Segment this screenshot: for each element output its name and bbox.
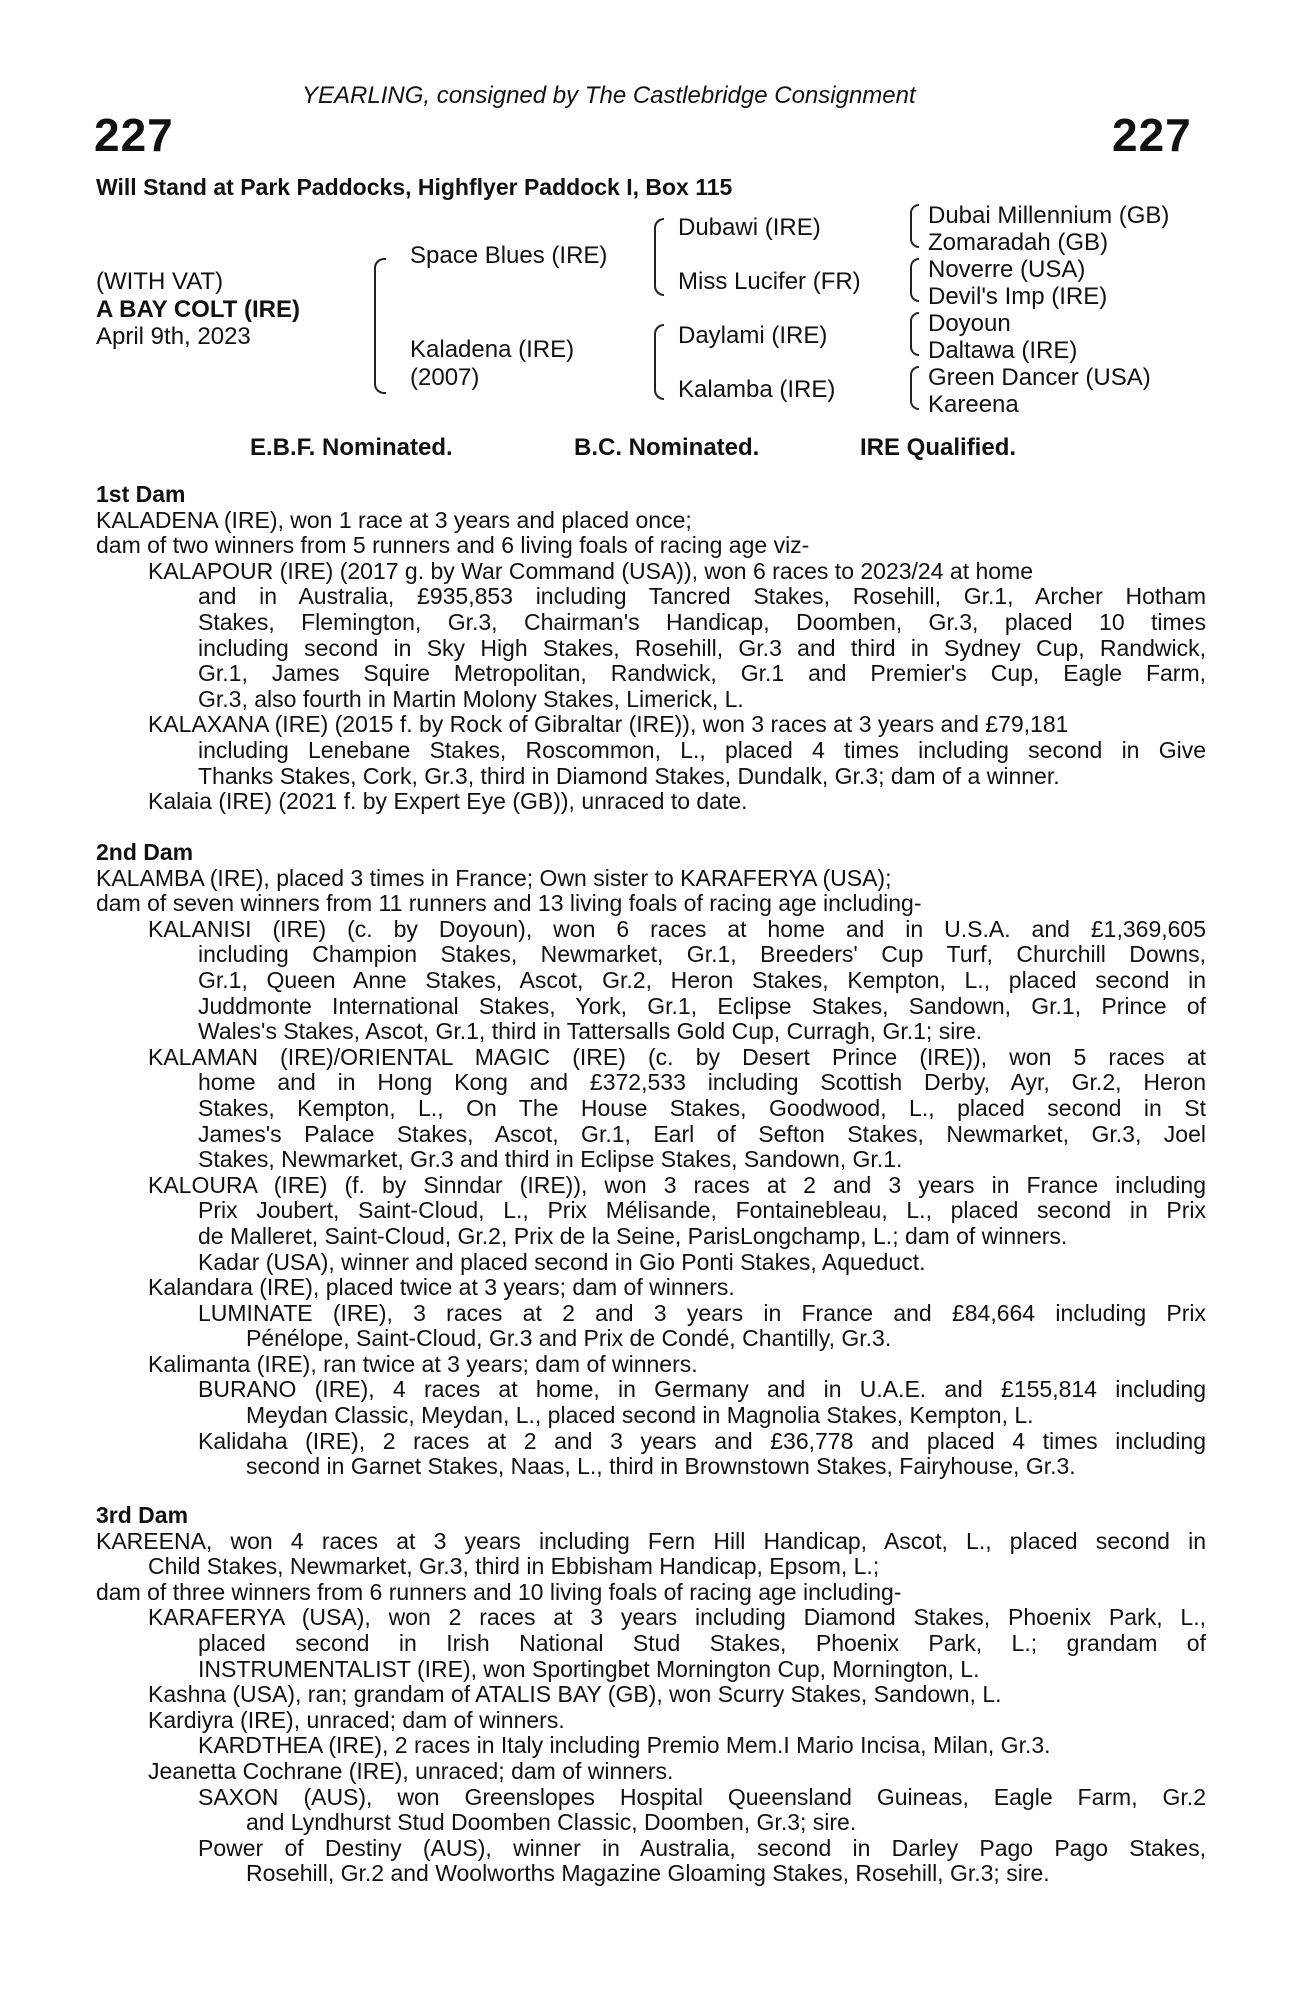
produce-entry-line: and Lyndhurst Stud Doomben Classic, Doomben, Gr.3; sire. (246, 1809, 857, 1836)
produce-entry-line: second in Garnet Stakes, Naas, L., third in Brownstown Stakes, Fairyhouse, Gr.3. (246, 1453, 1076, 1480)
produce-entry-line: including Champion Stakes, Newmarket, Gr.1, Breeders' Cup Turf, Churchill Downs, (198, 941, 1206, 968)
produce-entry-line: Stakes, Flemington, Gr.3, Chairman's Handicap, Doomben, Gr.3, placed 10 times (198, 608, 1206, 635)
dam-brace (654, 324, 664, 400)
produce-entry-line: Wales's Stakes, Ascot, Gr.1, third in Tattersalls Gold Cup, Curragh, Gr.1; sire. (198, 1018, 983, 1045)
dam-produce-summary: dam of seven winners from 11 runners and 13 living foals of racing age including- (96, 890, 922, 917)
produce-entry-line: Kashna (USA), ran; grandam of ATALIS BAY (GB), won Scurry Stakes, Sandown, L. (148, 1681, 1002, 1708)
produce-entry-line: Meydan Classic, Meydan, L., placed second in Magnolia Stakes, Kempton, L. (246, 1402, 1034, 1429)
dam: Kaladena (IRE) (410, 336, 575, 363)
produce-entry-line: LUMINATE (IRE), 3 races at 2 and 3 years in France and £84,664 including Prix (198, 1299, 1206, 1326)
vat-label: (WITH VAT) (96, 268, 224, 295)
second-dam-section (96, 840, 1206, 1480)
ire-qualified: IRE Qualified. (860, 434, 1017, 461)
produce-entry-line: SAXON (AUS), won Greenslopes Hospital Queensland Guineas, Eagle Farm, Gr.2 (198, 1783, 1206, 1810)
dam-summary: KALADENA (IRE), won 1 race at 3 years and placed once; (96, 506, 692, 533)
produce-entry-line: placed second in Irish National Stud Stakes, Phoenix Park, L.; grandam of (198, 1629, 1206, 1656)
dam-summary: KAREENA, won 4 races at 3 years including Fern Hill Handicap, Ascot, L., placed second in (96, 1527, 1206, 1554)
produce-entry-line: Juddmonte International Stakes, York, Gr.1, Eclipse Stakes, Sandown, Gr.1, Prince of (198, 992, 1206, 1019)
foaling-date: April 9th, 2023 (96, 323, 251, 350)
produce-entry-line: Kardiyra (IRE), unraced; dam of winners. (148, 1706, 565, 1733)
produce-entry-line: Kalidaha (IRE), 2 races at 2 and 3 years and £36,778 and placed 4 times including (198, 1427, 1206, 1454)
produce-entry-line: James's Palace Stakes, Ascot, Gr.1, Earl of Sefton Stakes, Newmarket, Gr.3, Joel (198, 1120, 1206, 1147)
produce-entry-line: de Malleret, Saint-Cloud, Gr.2, Prix de la Seine, ParisLongchamp, L.; dam of winners. (198, 1222, 1068, 1249)
sire-dam: Miss Lucifer (FR) (678, 268, 861, 295)
produce-entry-line: Prix Joubert, Saint-Cloud, L., Prix Mélisande, Fontainebleau, L., placed second in Prix (198, 1197, 1206, 1224)
third-dam-section (96, 1503, 1206, 1887)
sire: Space Blues (IRE) (410, 242, 608, 269)
produce-entry-line: Thanks Stakes, Cork, Gr.3, third in Diamond Stakes, Dundalk, Gr.3; dam of a winner. (198, 762, 1060, 789)
produce-entry-line: KALAMAN (IRE)/ORIENTAL MAGIC (IRE) (c. by Desert Prince (IRE)), won 5 races at (148, 1043, 1206, 1070)
produce-entry-line: Gr.1, Queen Anne Stakes, Ascot, Gr.2, Heron Stakes, Kempton, L., placed second in (198, 966, 1206, 993)
produce-entry-line: INSTRUMENTALIST (IRE), won Sportingbet Mornington Cup, Mornington, L. (198, 1655, 980, 1682)
dam-produce-summary: dam of three winners from 6 runners and 10 living foals of racing age including- (96, 1578, 902, 1605)
great-grandsire-3: Doyoun (928, 310, 1011, 337)
g-brace-2 (910, 258, 919, 302)
great-granddam-2: Devil's Imp (IRE) (928, 283, 1108, 310)
great-grandsire-2: Noverre (USA) (928, 256, 1086, 283)
great-grandsire-1: Dubai Millennium (GB) (928, 202, 1170, 229)
great-granddam-1: Zomaradah (GB) (928, 229, 1109, 256)
produce-entry-line: Kalandara (IRE), placed twice at 3 years; dam of winners. (148, 1274, 735, 1301)
g-brace-3 (910, 312, 919, 356)
produce-entry-line: KALOURA (IRE) (f. by Sinndar (IRE)), won 3 races at 2 and 3 years in France including (148, 1171, 1206, 1198)
produce-entry-line: Kadar (USA), winner and placed second in Gio Ponti Stakes, Aqueduct. (198, 1248, 926, 1275)
third-dam-heading: 3rd Dam (96, 1502, 189, 1528)
great-grandsire-4: Green Dancer (USA) (928, 364, 1151, 391)
first-dam-section (96, 482, 1206, 815)
ebf-nomination: E.B.F. Nominated. (250, 434, 453, 461)
dam-sire: Daylami (IRE) (678, 322, 828, 349)
produce-entry-line: KARDTHEA (IRE), 2 races in Italy including Premio Mem.I Mario Incisa, Milan, Gr.3. (198, 1732, 1051, 1759)
dam-produce-summary: dam of two winners from 5 runners and 6 living foals of racing age viz- (96, 532, 810, 559)
lot-title: A BAY COLT (IRE) (96, 296, 301, 323)
produce-entry-line: BURANO (IRE), 4 races at home, in Germany and in U.A.E. and £155,814 including (198, 1376, 1206, 1403)
produce-entry-line: Kalaia (IRE) (2021 f. by Expert Eye (GB)), unraced to date. (148, 788, 748, 815)
produce-entry-line: and in Australia, £935,853 including Tancred Stakes, Rosehill, Gr.1, Archer Hotham (198, 583, 1206, 610)
produce-entry-line: Jeanetta Cochrane (IRE), unraced; dam of winners. (148, 1757, 674, 1784)
produce-entry-line: KALAXANA (IRE) (2015 f. by Rock of Gibraltar (IRE)), won 3 races at 3 years and £79,181 (148, 711, 1069, 738)
pedigree-brace (374, 258, 386, 394)
sire-sire: Dubawi (IRE) (678, 214, 821, 241)
stand-location: Will Stand at Park Paddocks, Highflyer Paddock I, Box 115 (96, 174, 733, 200)
g-brace-4 (910, 366, 919, 410)
dam-dam: Kalamba (IRE) (678, 376, 836, 403)
produce-entry-line: Rosehill, Gr.2 and Woolworths Magazine Gloaming Stakes, Rosehill, Gr.3; sire. (246, 1860, 1050, 1887)
great-granddam-4: Kareena (928, 391, 1019, 418)
produce-entry-line: Kalimanta (IRE), ran twice at 3 years; dam of winners. (148, 1350, 698, 1377)
dam-summary: Child Stakes, Newmarket, Gr.3, third in Ebbisham Handicap, Epsom, L.; (148, 1553, 880, 1580)
produce-entry-line: Pénélope, Saint-Cloud, Gr.3 and Prix de Condé, Chantilly, Gr.3. (246, 1325, 892, 1352)
g-brace-1 (910, 204, 919, 248)
produce-entry-line: Gr.3, also fourth in Martin Molony Stakes, Limerick, L. (198, 685, 744, 712)
great-granddam-3: Daltawa (IRE) (928, 337, 1078, 364)
produce-entry-line: Power of Destiny (AUS), winner in Australia, second in Darley Pago Pago Stakes, (198, 1834, 1206, 1861)
sire-brace (654, 218, 664, 296)
produce-entry-line: Gr.1, James Squire Metropolitan, Randwick, Gr.1 and Premier's Cup, Eagle Farm, (198, 660, 1206, 687)
dam-year: (2007) (410, 364, 480, 391)
sale-line: YEARLING, consigned by The Castlebridge Consignment (302, 82, 916, 109)
produce-entry-line: including second in Sky High Stakes, Rosehill, Gr.3 and third in Sydney Cup, Randwick, (198, 634, 1206, 661)
lot-number-right: 227 (1112, 109, 1192, 161)
bc-nomination: B.C. Nominated. (574, 434, 760, 461)
dam-summary: KALAMBA (IRE), placed 3 times in France; Own sister to KARAFERYA (USA); (96, 864, 892, 891)
produce-entry-line: KARAFERYA (USA), won 2 races at 3 years including Diamond Stakes, Phoenix Park, L., (148, 1604, 1206, 1631)
produce-entry-line: KALAPOUR (IRE) (2017 g. by War Command (USA)), won 6 races to 2023/24 at home (148, 557, 1034, 584)
produce-entry-line: KALANISI (IRE) (c. by Doyoun), won 6 races at home and in U.S.A. and £1,369,605 (148, 915, 1206, 942)
lot-number-left: 227 (94, 109, 174, 161)
first-dam-heading: 1st Dam (96, 481, 186, 507)
produce-entry-line: including Lenebane Stakes, Roscommon, L., placed 4 times including second in Give (198, 736, 1206, 763)
produce-entry-line: Stakes, Newmarket, Gr.3 and third in Eclipse Stakes, Sandown, Gr.1. (198, 1146, 903, 1173)
second-dam-heading: 2nd Dam (96, 839, 194, 865)
produce-entry-line: home and in Hong Kong and £372,533 including Scottish Derby, Ayr, Gr.2, Heron (198, 1069, 1206, 1096)
produce-entry-line: Stakes, Kempton, L., On The House Stakes, Goodwood, L., placed second in St (198, 1094, 1206, 1121)
